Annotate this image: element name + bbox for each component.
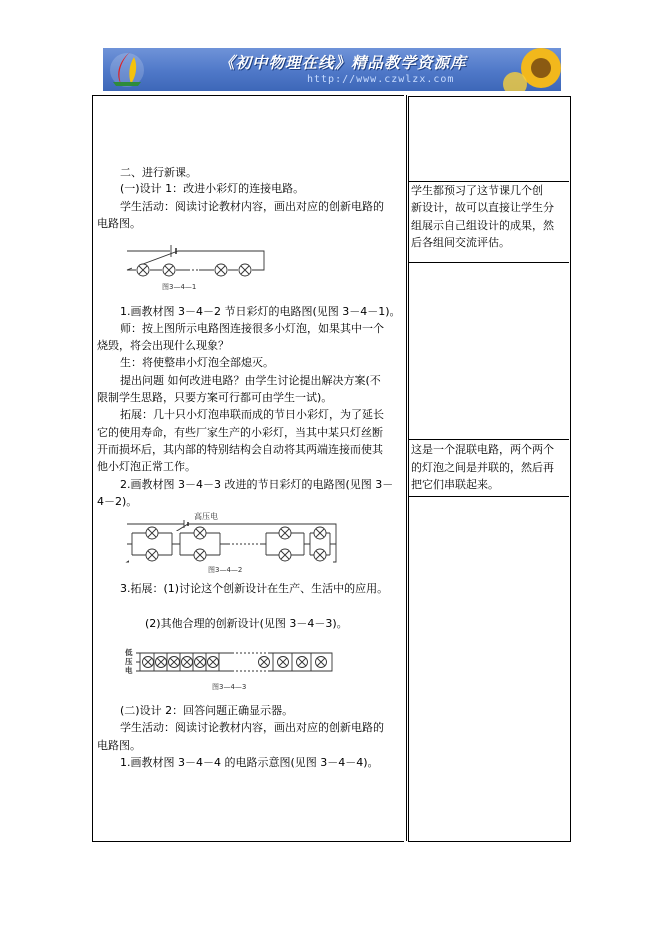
content-line: (二)设计 2：回答问题正确显示器。 xyxy=(120,704,294,717)
content-line: 2.画教材图 3－4－3 改进的节日彩灯的电路图(见图 3－ xyxy=(120,478,394,491)
header-url[interactable]: http://www.czwlzx.com xyxy=(307,74,455,85)
content-line: (2)其他合理的创新设计(见图 3－4－3)。 xyxy=(145,617,348,630)
content-line: 二、进行新课。 xyxy=(120,166,197,179)
content-line: 学生活动：阅读讨论教材内容，画出对应的创新电路的 xyxy=(120,200,384,213)
notes-row-line xyxy=(409,181,569,182)
content-line: (一)设计 1：改进小彩灯的连接电路。 xyxy=(120,182,305,195)
content-line: 电路图。 xyxy=(97,739,141,752)
note-line: 把它们串联起来。 xyxy=(411,478,499,491)
note-line: 学生都预习了这节课几个创 xyxy=(411,184,543,197)
figure-caption: 图3—4—1 xyxy=(162,283,197,291)
low-voltage-label: 低压电 xyxy=(125,648,133,675)
content-line: 拓展：几十只小灯泡串联而成的节日小彩灯，为了延长 xyxy=(120,408,384,421)
note-line: 的灯泡之间是并联的，然后再 xyxy=(411,461,554,474)
content-line: 限制学生思路，只要方案可行都可由学生一试)。 xyxy=(97,391,333,404)
note-line: 新设计，故可以直接让学生分 xyxy=(411,201,554,214)
figure-3-4-1 xyxy=(126,242,266,278)
figure-3-4-2 xyxy=(124,518,338,564)
content-line: 他小灯泡正常工作。 xyxy=(97,460,196,473)
content-line: 师：按上图所示电路图连接很多小灯泡，如果其中一个 xyxy=(120,322,384,335)
figure-caption: 图3—4—3 xyxy=(212,683,247,691)
content-line: 4－2)。 xyxy=(97,495,138,508)
header-title: 《初中物理在线》精品教学资源库 xyxy=(219,53,467,72)
logo-icon xyxy=(107,49,147,89)
figure-3-4-3 xyxy=(136,650,336,674)
note-line: 组展示自己组设计的成果，然 xyxy=(411,219,554,232)
content-line: 学生活动：阅读讨论教材内容，画出对应的创新电路的 xyxy=(120,721,384,734)
content-line: 3.拓展：(1)讨论这个创新设计在生产、生活中的应用。 xyxy=(120,582,389,595)
content-line: 提出问题 如何改进电路？由学生讨论提出解决方案(不 xyxy=(120,374,381,387)
notes-row-line xyxy=(409,496,569,497)
content-line: 开而损坏后，其内部的特别结构会自动将其两端连接而使其 xyxy=(97,443,383,456)
content-line: 电路图。 xyxy=(97,217,141,230)
header-banner xyxy=(103,48,561,91)
sunflower-icon xyxy=(497,48,561,91)
high-voltage-label: 高压电 xyxy=(194,512,218,521)
figure-caption: 图3—4—2 xyxy=(208,566,243,574)
content-line: 生：将使整串小灯泡全部熄灭。 xyxy=(120,356,274,369)
column-divider xyxy=(406,95,407,841)
note-line: 这是一个混联电路，两个两个 xyxy=(411,443,554,456)
content-line: 1.画教材图 3－4－4 的电路示意图(见图 3－4－4)。 xyxy=(120,756,379,769)
content-line: 烧毁，将会出现什么现象？ xyxy=(97,339,229,352)
notes-row-line xyxy=(409,262,569,263)
notes-row-line xyxy=(409,439,569,440)
note-line: 后各组间交流评估。 xyxy=(411,236,510,249)
content-line: 1.画教材图 3－4－2 节日彩灯的电路图(见图 3－4－1)。 xyxy=(120,305,401,318)
content-line: 它的使用寿命，有些厂家生产的小彩灯，当其中某只灯丝断 xyxy=(97,426,383,439)
